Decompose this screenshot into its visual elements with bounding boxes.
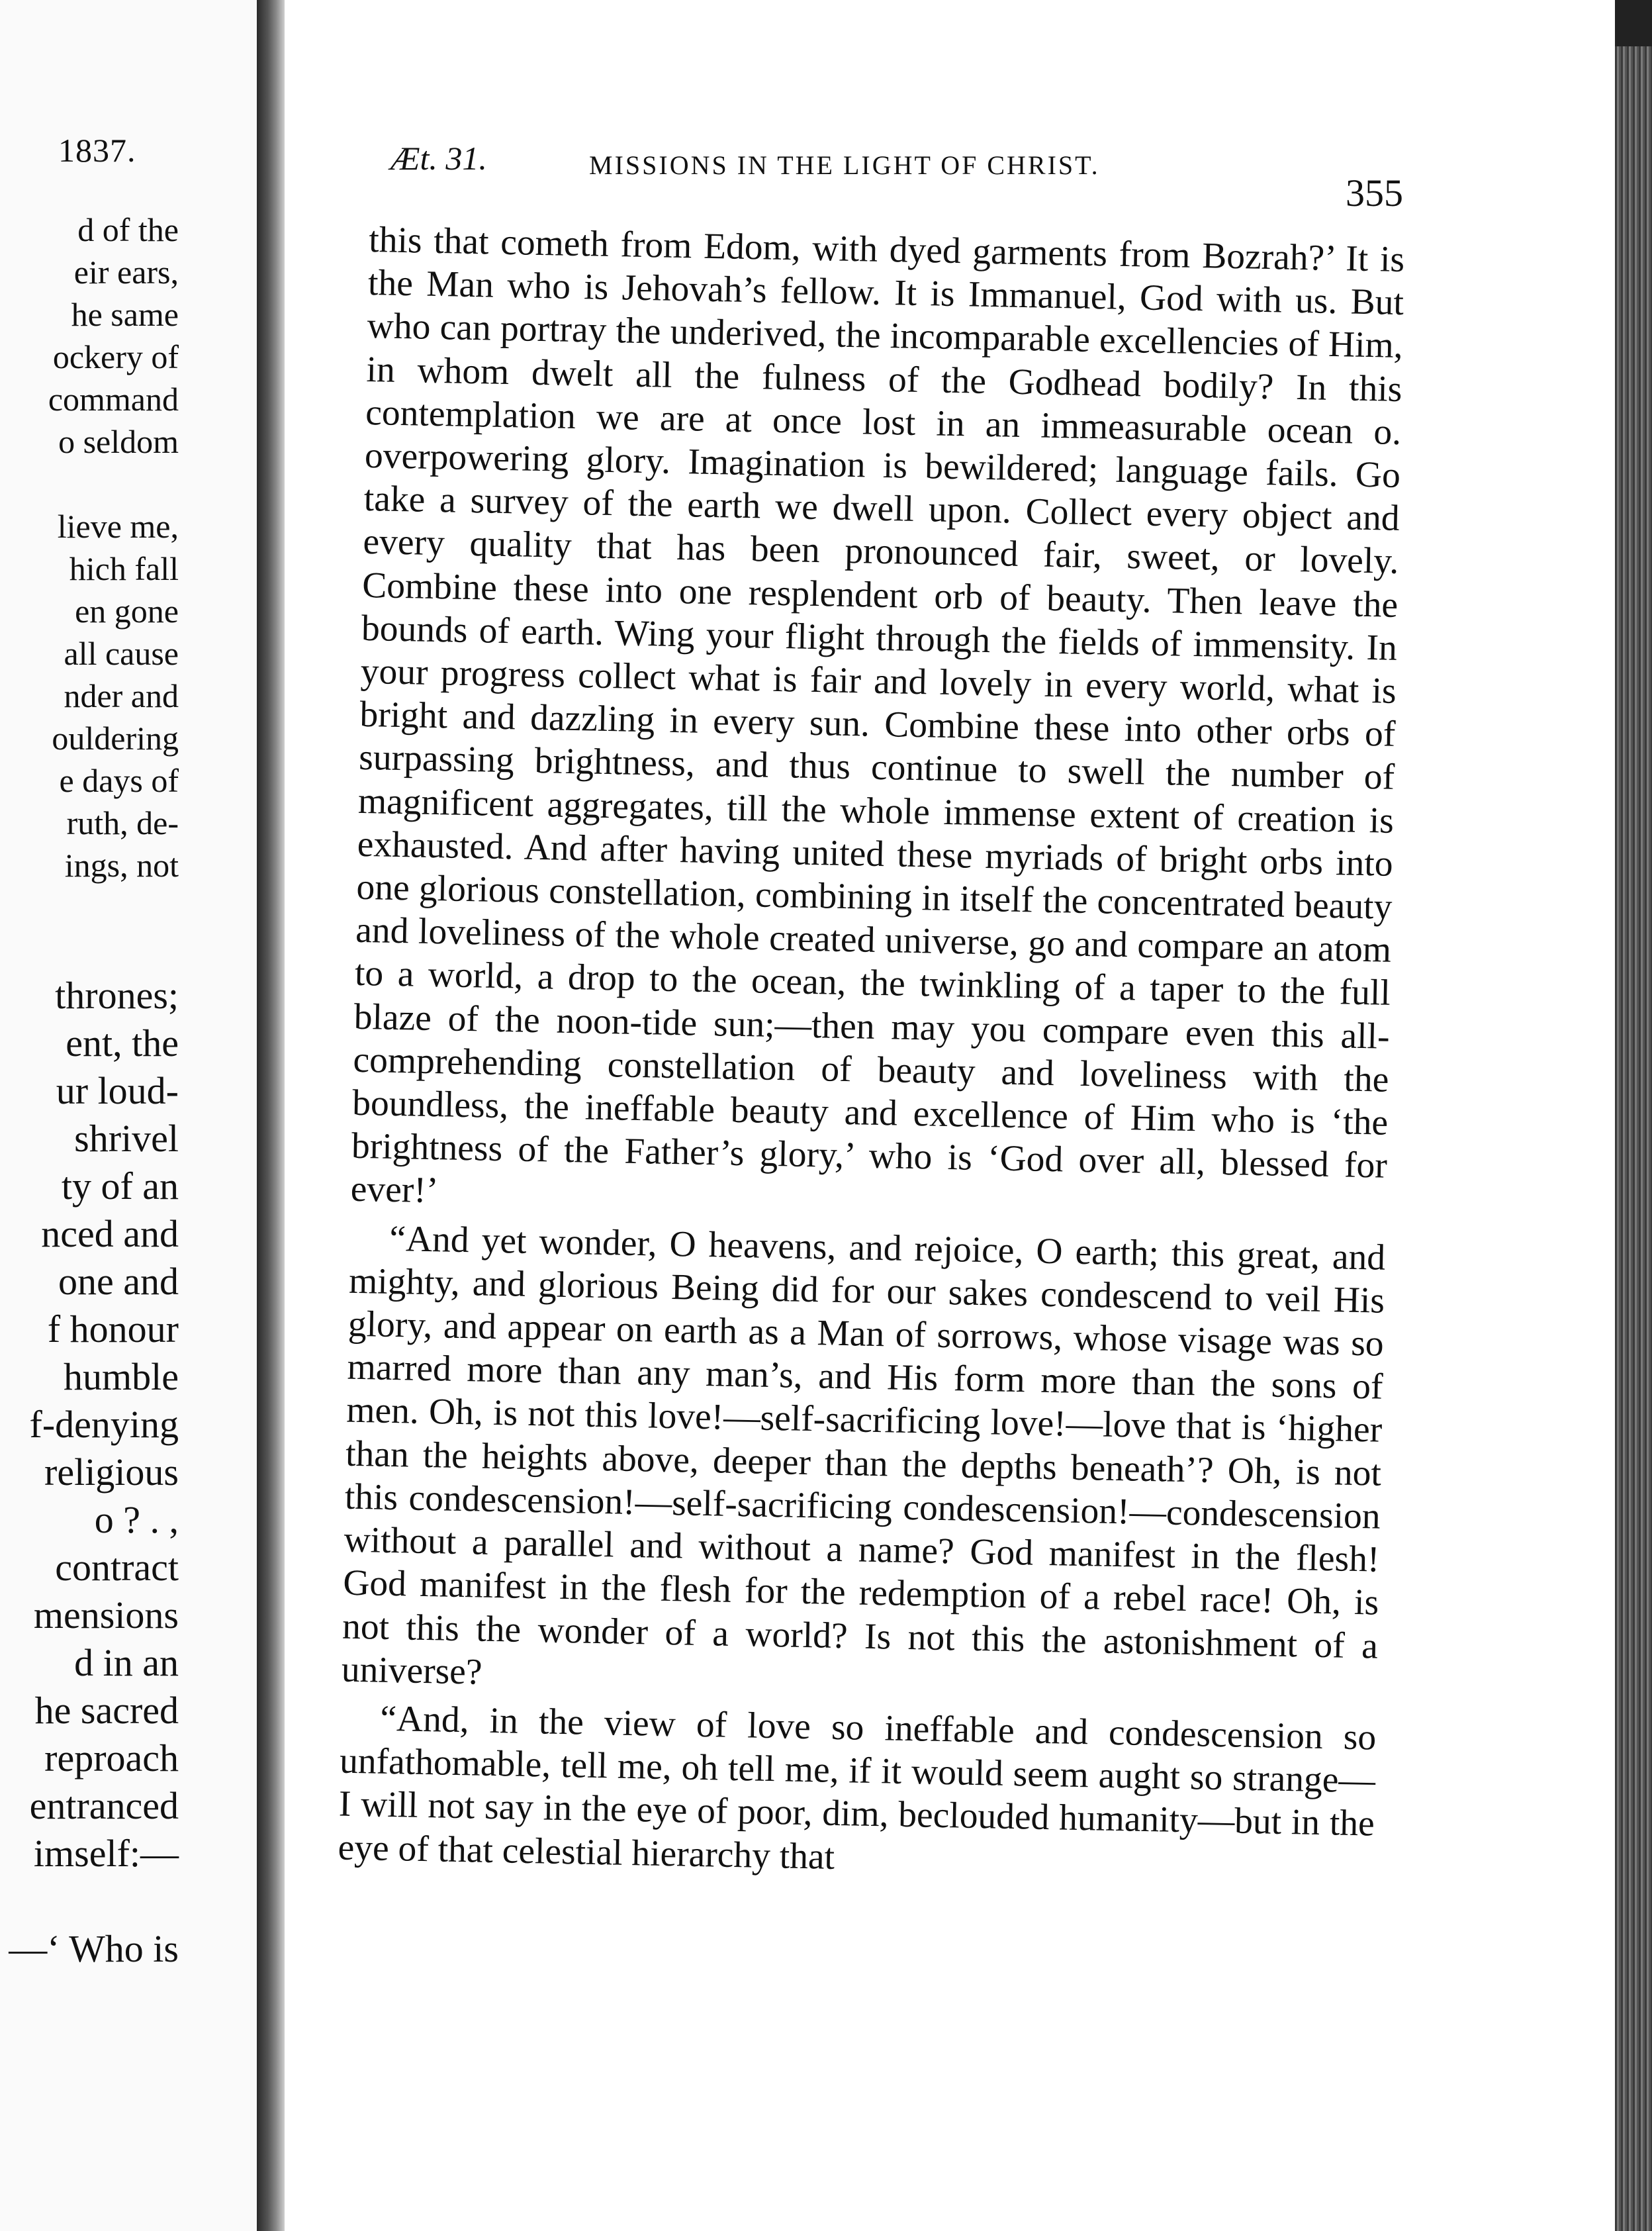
left-fragment-line: —‘ Who is — [9, 1927, 179, 1970]
left-fragment-line: thrones; — [55, 974, 179, 1017]
left-fragment-line: en gone — [75, 593, 179, 630]
left-fragment-line: hich fall — [69, 550, 179, 587]
paragraph: “And, in the view of love so ineffable and condescension so unfathomable, tell me, oh tell me, if it would seem aught so strange—I will not say in the eye of poor, dim, beclouded humanity—but in the eye of that celestial hierarchy that — [338, 1698, 1377, 1877]
left-fragment-line: nder and — [64, 677, 179, 714]
left-fragment-line: religious — [44, 1450, 179, 1494]
left-fragment-line: shrivel — [74, 1117, 179, 1160]
paragraph: “And yet wonder, O heavens, and rejoice, O earth; this great, and mighty, and glorious Being did for our sakes condescend to veil His glory, and appear on earth as a Man of sorrows, whose visage was so marred more than any man’s, and His form more than the sons of men. Oh, is not this love!—self-sacrificing love!—love that is ‘higher than the heights above, deeper than the depths beneath’? Oh, is not this condescension!—self-sacrificing condescension!—condescension without a parallel and without a name? God manifest in the flesh! God manifest in the flesh for the redemption of a rebel race! Oh, is not this the wonder of a world? Is not this the astonishment of a universe? — [341, 1218, 1386, 1693]
left-fragment-line: imself:— — [33, 1832, 179, 1875]
left-fragment-line: entranced — [29, 1784, 179, 1827]
left-fragment-line: reproach — [44, 1736, 179, 1780]
left-fragment-line: contract — [55, 1546, 179, 1589]
left-fragment-line: f-denying — [29, 1403, 179, 1446]
left-fragment-line: ruth, de- — [66, 804, 179, 841]
left-fragment-line: all cause — [64, 635, 179, 672]
left-fragment-line: ur loud- — [56, 1069, 179, 1112]
left-fragment-line: he sacred — [34, 1689, 179, 1732]
left-page — [0, 0, 258, 2231]
header-title: MISSIONS IN THE LIGHT OF CHRIST. — [589, 150, 1100, 180]
page-edges — [1615, 0, 1652, 2231]
left-fragment-line: one and — [58, 1260, 179, 1303]
left-fragment-line: ouldering — [52, 720, 179, 757]
left-fragment-line: f honour — [47, 1307, 179, 1351]
header-age: Æt. 31. — [390, 140, 487, 177]
left-fragment-line: d of the — [77, 211, 179, 248]
left-fragment-line: eir ears, — [73, 254, 179, 291]
body-text — [338, 218, 1405, 1889]
left-fragment-line: ockery of — [52, 338, 179, 375]
left-page-text — [0, 0, 179, 2231]
left-fragment-line: ent, the — [66, 1021, 179, 1065]
left-fragment-line: lieve me, — [57, 508, 179, 545]
book-gutter — [257, 0, 285, 2231]
left-fragment-line: mensions — [33, 1593, 179, 1637]
left-fragment-line: o seldom — [58, 423, 179, 460]
left-fragment-line: humble — [64, 1355, 179, 1398]
left-fragment-line: ty of an — [61, 1164, 179, 1208]
left-fragment-line: nced and — [41, 1212, 179, 1255]
left-fragment-line: ings, not — [64, 847, 179, 884]
page-edges-top — [1615, 0, 1652, 46]
left-fragment-line: command — [48, 381, 179, 418]
left-fragment-line: he same — [71, 296, 179, 333]
left-fragment-line: o ? . , — [94, 1498, 179, 1541]
paragraph: this that cometh from Edom, with dyed garments from Bozrah?’ It is the Man who is Jehovah’s fellow. It is Immanuel, God with us. But who can portray the underived, the incomparable excellencies of Him, in whom dwelt all the fulness of the Godhead bodily? In this contemplation we are at once lost in an immeasurable ocean o. overpowering glory. Imagination is bewildered; language fails. Go take a survey of the earth we dwell upon. Collect every object and every quality that has been pronounced fair, sweet, or lovely. Combine these into one resplendent orb of beauty. Then leave the bounds of earth. Wing your flight through the fields of immensity. In your progress collect what is fair and lovely in every world, what is bright and dazzling in every sun. Combine these into other orbs of surpassing brightness, and thus continue to swell the number of magnificent aggregates, till the whole immense extent of creation is exhausted. And after having united these myriads of bright orbs into one glorious constellation, combining in itself the concentrated beauty and loveliness of the whole created universe, go and compare an atom to a world, a drop to the ocean, the twinkling of a taper to the full blaze of the noon-tide sun;—then may you compare even this all-comprehending constellation of beauty and loveliness with the boundless, the ineffable beauty and excellence of Him who is ‘the brightness of the Father’s glory,’ who is ‘God over all, blessed for ever!’ — [350, 219, 1405, 1211]
running-header — [390, 139, 1403, 214]
left-fragment-line: d in an — [74, 1641, 179, 1684]
page-number: 355 — [1346, 171, 1403, 214]
left-page-year: 1837. — [58, 132, 136, 169]
left-fragment-line: e days of — [59, 762, 179, 799]
